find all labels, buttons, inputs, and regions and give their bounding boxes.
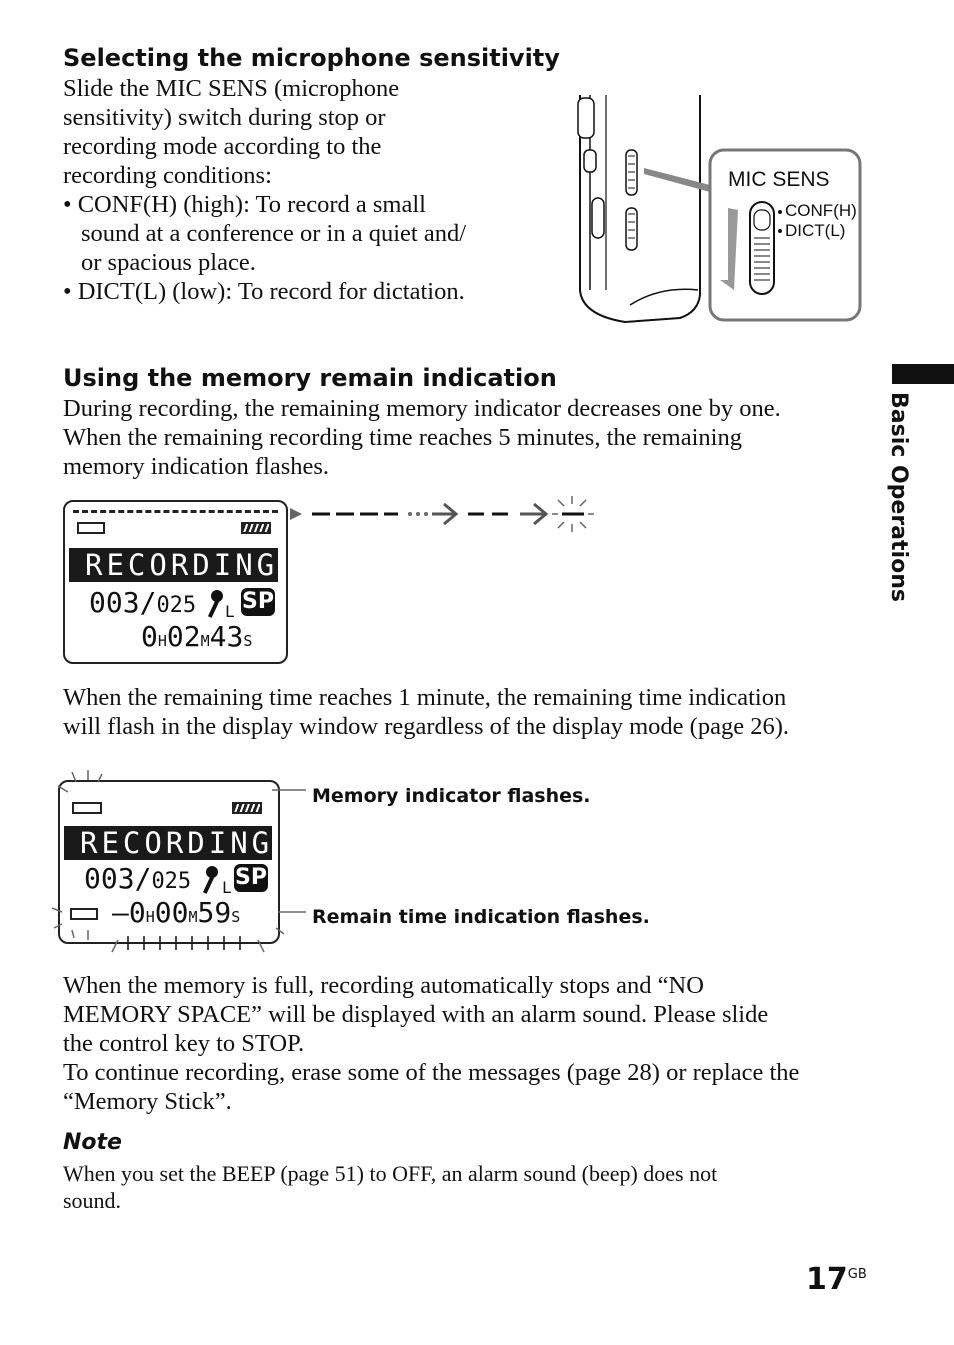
bullet-conf <box>63 190 533 277</box>
recording-mode-banner: RECORDING <box>69 548 278 582</box>
text-line: When the remaining time reaches 1 minute, the remaining time indication <box>63 684 787 711</box>
seconds-unit: S <box>231 908 241 926</box>
memory-card-icon <box>77 522 105 534</box>
text-line: To continue recording, erase some of the messages (page 28) or replace the <box>63 1059 800 1086</box>
sp-quality-badge: SP <box>242 589 274 614</box>
microphone-stem <box>208 598 220 618</box>
minutes: 02 <box>166 620 201 653</box>
callout-memory-indicator: Memory indicator flashes. <box>312 785 591 807</box>
lcd-display-recording <box>63 500 288 664</box>
recording-mode-banner: RECORDING <box>64 826 272 860</box>
text-line: • CONF(H) (high): To record a small <box>63 191 426 218</box>
elapsed-time <box>141 620 252 653</box>
text-line: sound. <box>63 1188 122 1213</box>
mic-sens-title: MIC SENS <box>728 168 830 191</box>
text-line: recording conditions: <box>63 162 272 189</box>
seconds: 59 <box>197 896 232 929</box>
mic-sens-indicator: L <box>222 878 232 897</box>
text-line: • DICT(L) (low): To record for dictation. <box>63 278 465 305</box>
page-region-suffix: GB <box>847 1267 867 1282</box>
memory-remain-text <box>63 394 863 481</box>
text-line: When the memory is full, recording automatically stops and “NO <box>63 972 704 999</box>
message-counter: 003/025 <box>84 862 192 895</box>
page-number-value: 17 <box>806 1262 848 1297</box>
memory-full-text <box>63 971 883 1116</box>
total-messages: 025 <box>156 593 197 618</box>
indicator-decrease-sequence <box>288 494 598 534</box>
hours-unit: H <box>145 908 155 926</box>
mic-sens-indicator: L <box>225 602 235 621</box>
dict-label: DICT(L) <box>785 221 846 240</box>
mic-sensitivity-text <box>63 74 533 306</box>
minutes-unit: M <box>188 908 198 926</box>
hours: –0 <box>112 896 146 929</box>
text-line: recording mode according to the <box>63 133 382 160</box>
text-line: the control key to STOP. <box>63 1030 305 1057</box>
text-line: or spacious place. <box>81 249 256 276</box>
sp-quality-badge: SP <box>235 865 267 890</box>
minutes-unit: M <box>200 632 210 650</box>
sidebar-section-label: Basic Operations <box>886 392 911 602</box>
memory-indicator-bar <box>73 510 278 513</box>
conf-label: CONF(H) <box>785 201 857 220</box>
note-heading: Note <box>63 1130 122 1155</box>
text-line: “Memory Stick”. <box>63 1088 232 1115</box>
hours-unit: H <box>157 632 167 650</box>
bullet-dict <box>63 277 533 306</box>
seconds-unit: S <box>243 632 253 650</box>
battery-icon <box>241 522 271 534</box>
section-heading-mic-sensitivity: Selecting the microphone sensitivity <box>63 44 560 72</box>
total-messages: 025 <box>151 869 192 894</box>
text-line: Slide the MIC SENS (microphone <box>63 75 400 102</box>
section-heading-memory-remain: Using the memory remain indication <box>63 364 557 392</box>
text-line: MEMORY SPACE” will be displayed with an alarm sound. Please slide <box>63 1001 769 1028</box>
text-line: When you set the BEEP (page 51) to OFF, an alarm sound (beep) does not <box>63 1161 718 1186</box>
current-message: 003 <box>89 586 140 619</box>
hours: 0 <box>141 620 158 653</box>
page-number <box>806 1262 867 1297</box>
section-tab-marker <box>892 364 954 384</box>
text-line: During recording, the remaining memory indicator decreases one by one. <box>63 395 781 422</box>
text-line: will flash in the display window regardless of the display mode (page 26). <box>63 713 789 740</box>
text-line: sensitivity) switch during stop or <box>63 104 386 131</box>
seconds: 43 <box>209 620 244 653</box>
message-counter: 003/025 <box>89 586 197 619</box>
one-minute-text <box>63 683 883 741</box>
current-message: 003 <box>84 862 135 895</box>
text-line: memory indication flashes. <box>63 453 330 480</box>
text-line: sound at a conference or in a quiet and/ <box>81 220 467 247</box>
device-mic-sens-illustration <box>570 90 870 330</box>
minutes: 00 <box>154 896 189 929</box>
callout-remain-time: Remain time indication flashes. <box>312 906 650 928</box>
text-line: When the remaining recording time reaches 5 minutes, the remaining <box>63 424 742 451</box>
note-text <box>63 1160 883 1214</box>
flash-rays <box>48 768 308 958</box>
